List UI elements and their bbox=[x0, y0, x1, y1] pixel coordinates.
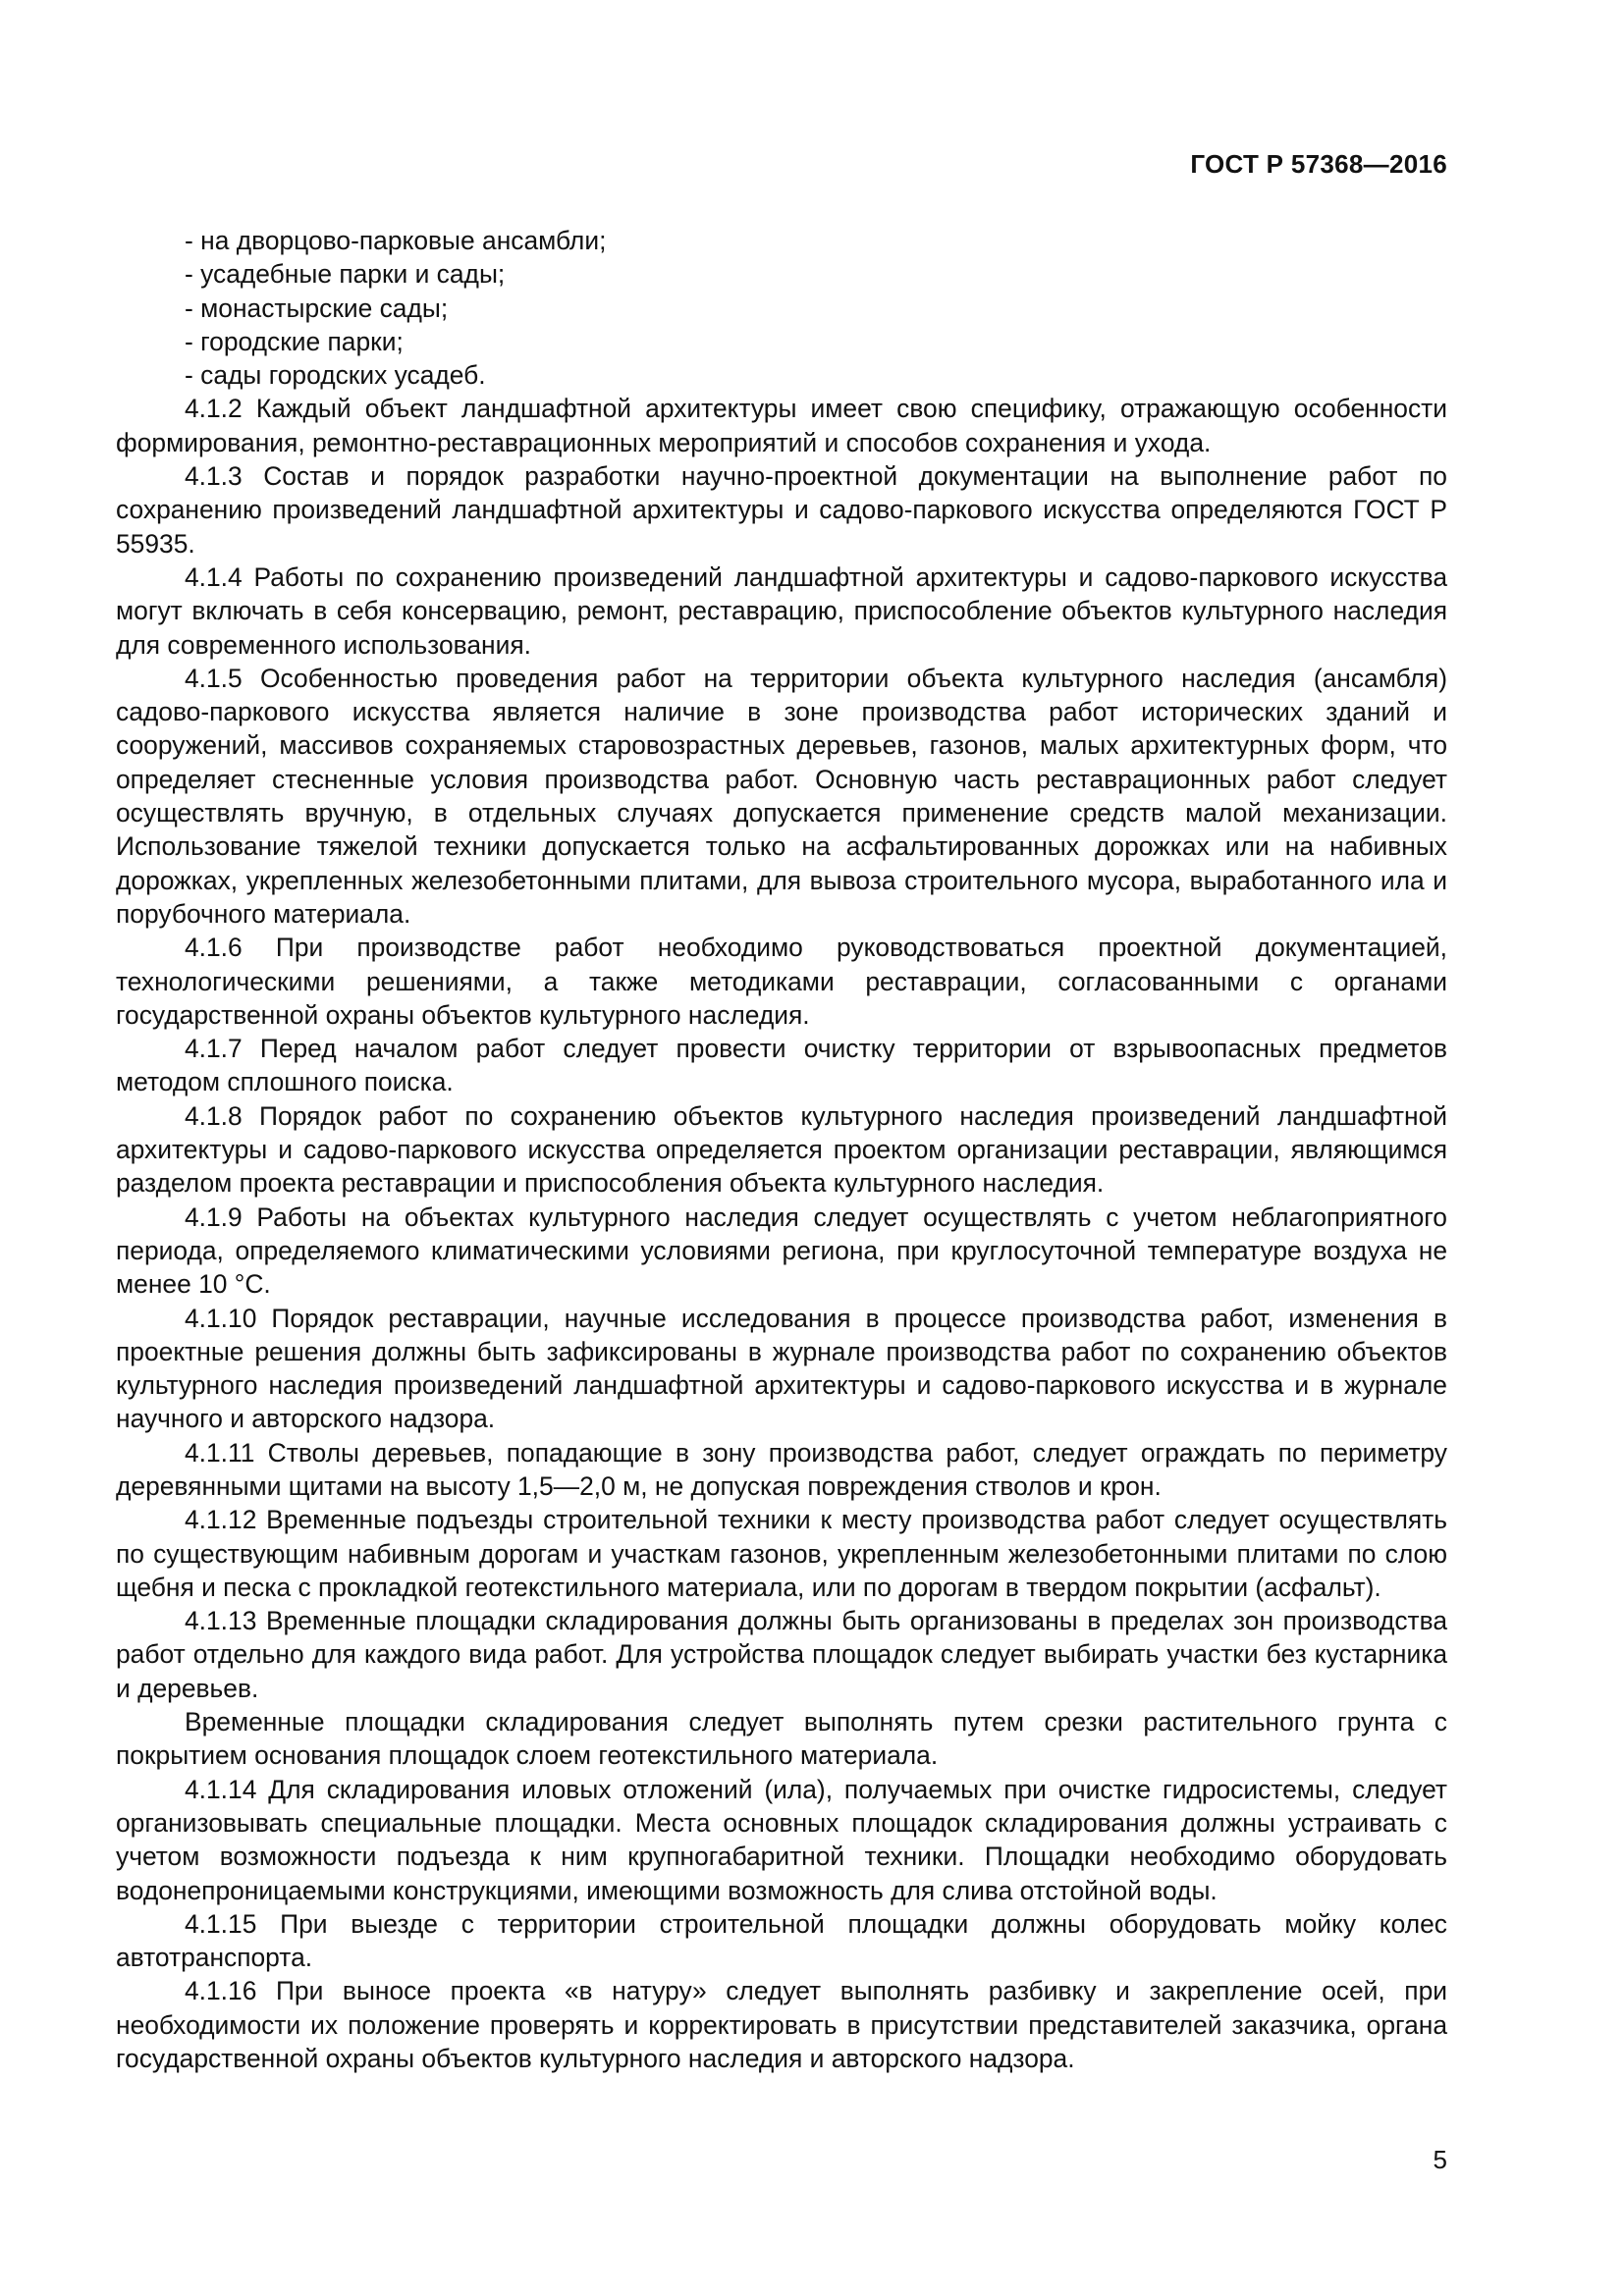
list-item: - на дворцово-парковые ансамбли; bbox=[185, 226, 607, 255]
paragraph-4-1-4: 4.1.4 Работы по сохранению произведений ландшафтной архитектуры и садово-паркового искусства могут включать в себя консервацию, ремонт, реставрацию, приспособление объектов культурного наследия для современного использования. bbox=[116, 561, 1447, 660]
page-number: 5 bbox=[1433, 2145, 1447, 2174]
paragraph-4-1-13: 4.1.13 Временные площадки складирования должны быть организованы в пределах зон производства работ отдельно для каждого вида работ. Для устройства площадок следует выбирать участки без кустарника и деревьев. bbox=[116, 1606, 1447, 1703]
paragraph-4-1-5: 4.1.5 Особенностью проведения работ на территории объекта культурного наследия (ансамбля) садово-паркового искусства является наличие в зоне производства работ исторических зданий и сооружений, массивов сохраняемых старовозрастных деревьев, газонов, малых архитектурных форм, что определяет стесненные условия производства работ. Основную часть реставрационных работ следует осуществлять вручную, в отдельных случаях допускается применение средств малой механизации. Использование тяжелой техники допускается только на асфальтированных дорожках или на набивных дорожках, укрепленных железобетонными плитами, для вывоза строительного мусора, выработанного ила и порубочного материала. bbox=[116, 663, 1447, 929]
paragraph-4-1-15: 4.1.15 При выезде с территории строительной площадки должны оборудовать мойку колес автотранспорта. bbox=[116, 1908, 1447, 1973]
list-item: - усадебные парки и сады; bbox=[185, 259, 506, 290]
paragraph-4-1-16: 4.1.16 При выносе проекта «в натуру» следует выполнять разбивку и закрепление осей, при необходимости их положение проверять и корректировать в присутствии представителей заказчика, органа государственной охраны объектов культурного наследия и авторского надзора. bbox=[116, 1976, 1447, 2074]
paragraph-4-1-9: 4.1.9 Работы на объектах культурного наследия следует осуществлять с учетом неблагоприятного периода, определяемого климатическими условиями региона, при круглосуточной температуре воздуха не менее 10 °С. bbox=[116, 1201, 1447, 1300]
document-id-header: ГОСТ Р 57368—2016 bbox=[1190, 149, 1447, 179]
paragraph-4-1-12: 4.1.12 Временные подъезды строительной техники к месту производства работ следует осуществлять по существующим набивным дорогам и участкам газонов, укрепленным железобетонными плитами по слою щебня и песка с прокладкой геотекстильного материала, или по дорогам в твердом покрытии (асфальт). bbox=[116, 1505, 1447, 1602]
document-body bbox=[116, 224, 1447, 2075]
paragraph-4-1-14: 4.1.14 Для складирования иловых отложений (ила), получаемых при очистке гидросистемы, следует организовывать специальные площадки. Места основных площадок складирования должны устраивать с учетом возможности подъезда к ним крупногабаритной техники. Площадки необходимо оборудовать водонепроницаемыми конструкциями, имеющими возможность для слива отстойной воды. bbox=[116, 1774, 1447, 1905]
paragraph-4-1-8: 4.1.8 Порядок работ по сохранению объектов культурного наследия произведений ландшафтной архитектуры и садово-паркового искусства определяется проектом организации реставрации, являющимся разделом проекта реставрации и приспособления объекта культурного наследия. bbox=[116, 1100, 1447, 1199]
paragraph-4-1-7: 4.1.7 Перед началом работ следует провести очистку территории от взрывоопасных предметов методом сплошного поиска. bbox=[116, 1034, 1447, 1097]
paragraph-4-1-10: 4.1.10 Порядок реставрации, научные исследования в процессе производства работ, изменения в проектные решения должны быть зафиксированы в журнале производства работ по сохранению объектов культурного наследия произведений ландшафтной архитектуры и садово-паркового искусства и в журнале научного и авторского надзора. bbox=[116, 1303, 1447, 1434]
paragraph-4-1-2: 4.1.2 Каждый объект ландшафтной архитектуры имеет свою специфику, отражающую особенности формирования, ремонтно-реставрационных мероприятий и способов сохранения и ухода. bbox=[116, 394, 1447, 457]
list-item: - городские парки; bbox=[185, 326, 404, 356]
paragraph-4-1-3: 4.1.3 Состав и порядок разработки научно-проектной документации на выполнение работ по сохранению произведений ландшафтной архитектуры и садово-паркового искусства определяются ГОСТ Р 55935. bbox=[116, 461, 1447, 559]
paragraph-4-1-13-continued: Временные площадки складирования следует выполнять путем срезки растительного грунта с покрытием основания площадок слоем геотекстильного материала. bbox=[116, 1707, 1447, 1771]
paragraph-4-1-11: 4.1.11 Стволы деревьев, попадающие в зону производства работ, следует ограждать по периметру деревянными щитами на высоту 1,5—2,0 м, не допуская повреждения стволов и крон. bbox=[116, 1437, 1447, 1501]
paragraph-4-1-6: 4.1.6 При производстве работ необходимо руководствоваться проектной документацией, технологическими решениями, а также методиками реставрации, согласованными с органами государственной охраны объектов культурного наследия. bbox=[116, 933, 1447, 1030]
list-item: - сады городских усадеб. bbox=[185, 360, 486, 391]
list-item: - монастырские сады; bbox=[185, 293, 449, 323]
